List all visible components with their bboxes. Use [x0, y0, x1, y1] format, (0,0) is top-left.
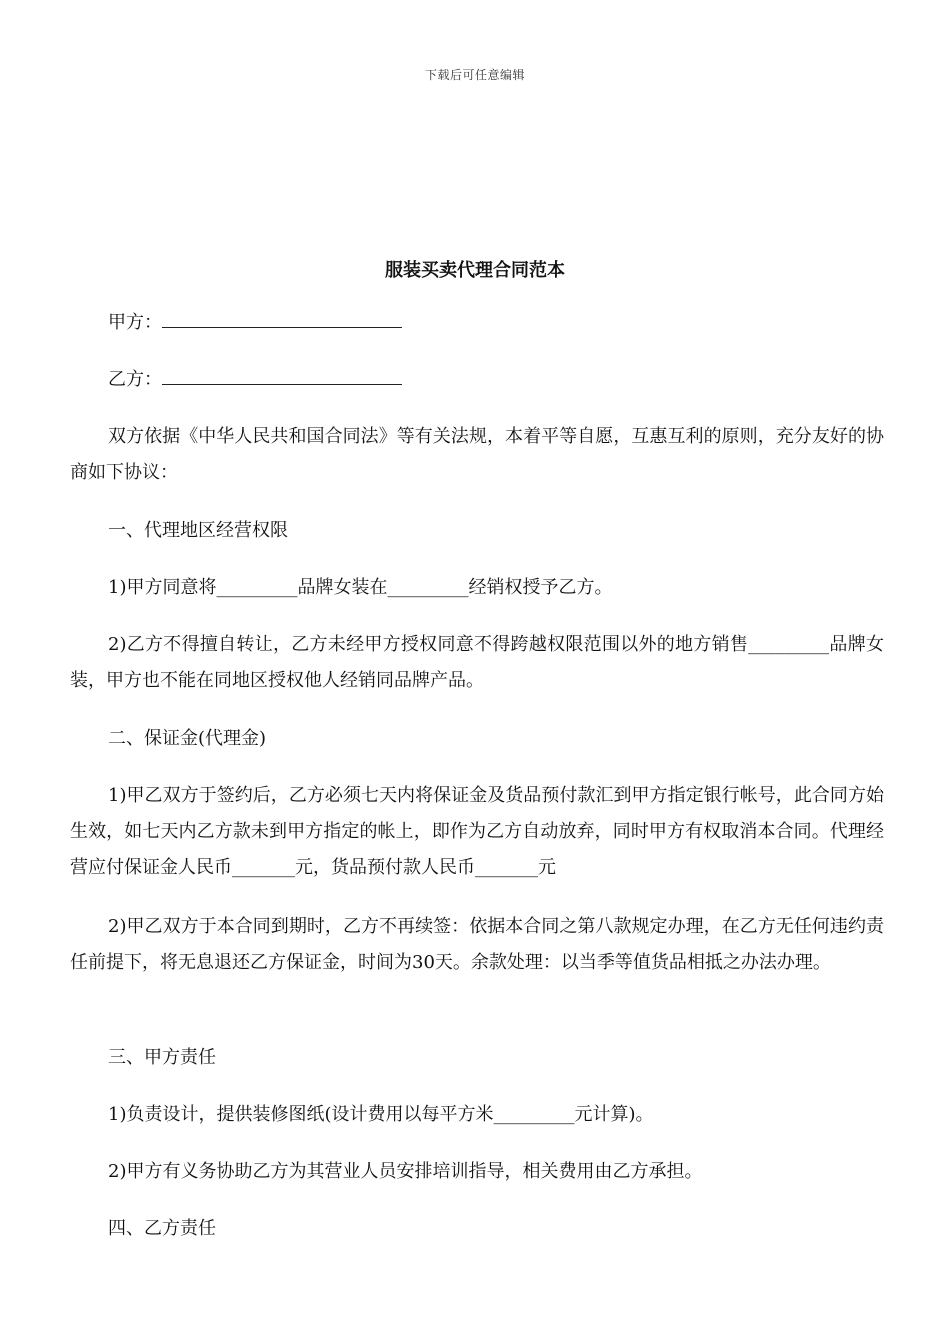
header-note: 下载后可任意编辑	[424, 68, 525, 82]
section-item: 2)甲方有义务协助乙方为其营业人员安排培训指导，相关费用由乙方承担。	[108, 1161, 703, 1182]
section-heading: 二、保证金(代理金)	[108, 728, 267, 749]
section-item: 2)甲乙双方于本合同到期时，乙方不再续签：依据本合同之第八款规定办理，在乙方无任何违约责任前提下，将无息退还乙方保证金，时间为30天。余款处理：以当季等值货品相抵之办法办理。	[70, 916, 884, 973]
party-a-line	[108, 305, 884, 341]
party-b-line	[108, 362, 884, 398]
section-heading: 一、代理地区经营权限	[108, 520, 288, 541]
section-heading: 三、甲方责任	[108, 1047, 216, 1068]
party-a-blank[interactable]	[162, 307, 402, 328]
section-item: 1)负责设计，提供装修图纸(设计费用以每平方米_________元计算)。	[108, 1104, 654, 1125]
party-b-blank[interactable]	[162, 364, 402, 385]
section-heading: 四、乙方责任	[108, 1218, 216, 1239]
section-item: 2)乙方不得擅自转让，乙方未经甲方授权同意不得跨越权限范围以外的地方销售_________品牌女装，甲方也不能在同地区授权他人经销同品牌产品。	[70, 634, 884, 691]
intro-paragraph: 双方依据《中华人民共和国合同法》等有关法规，本着平等自愿，互惠互利的原则，充分友好的协商如下协议：	[70, 426, 884, 483]
party-b-label: 乙方：	[108, 369, 162, 390]
section-item: 1)甲乙双方于签约后，乙方必须七天内将保证金及货品预付款汇到甲方指定银行帐号，此合同方始生效，如七天内乙方款未到甲方指定的帐上，即作为乙方自动放弃，同时甲方有权取消本合同。代理经营应付保证金人民币_______元，货品预付款人民币_______元	[70, 785, 884, 878]
section-item: 1)甲方同意将_________品牌女装在_________经销权授予乙方。	[108, 577, 613, 598]
party-a-label: 甲方：	[108, 312, 162, 333]
page-title: 服装买卖代理合同范本	[385, 260, 565, 281]
